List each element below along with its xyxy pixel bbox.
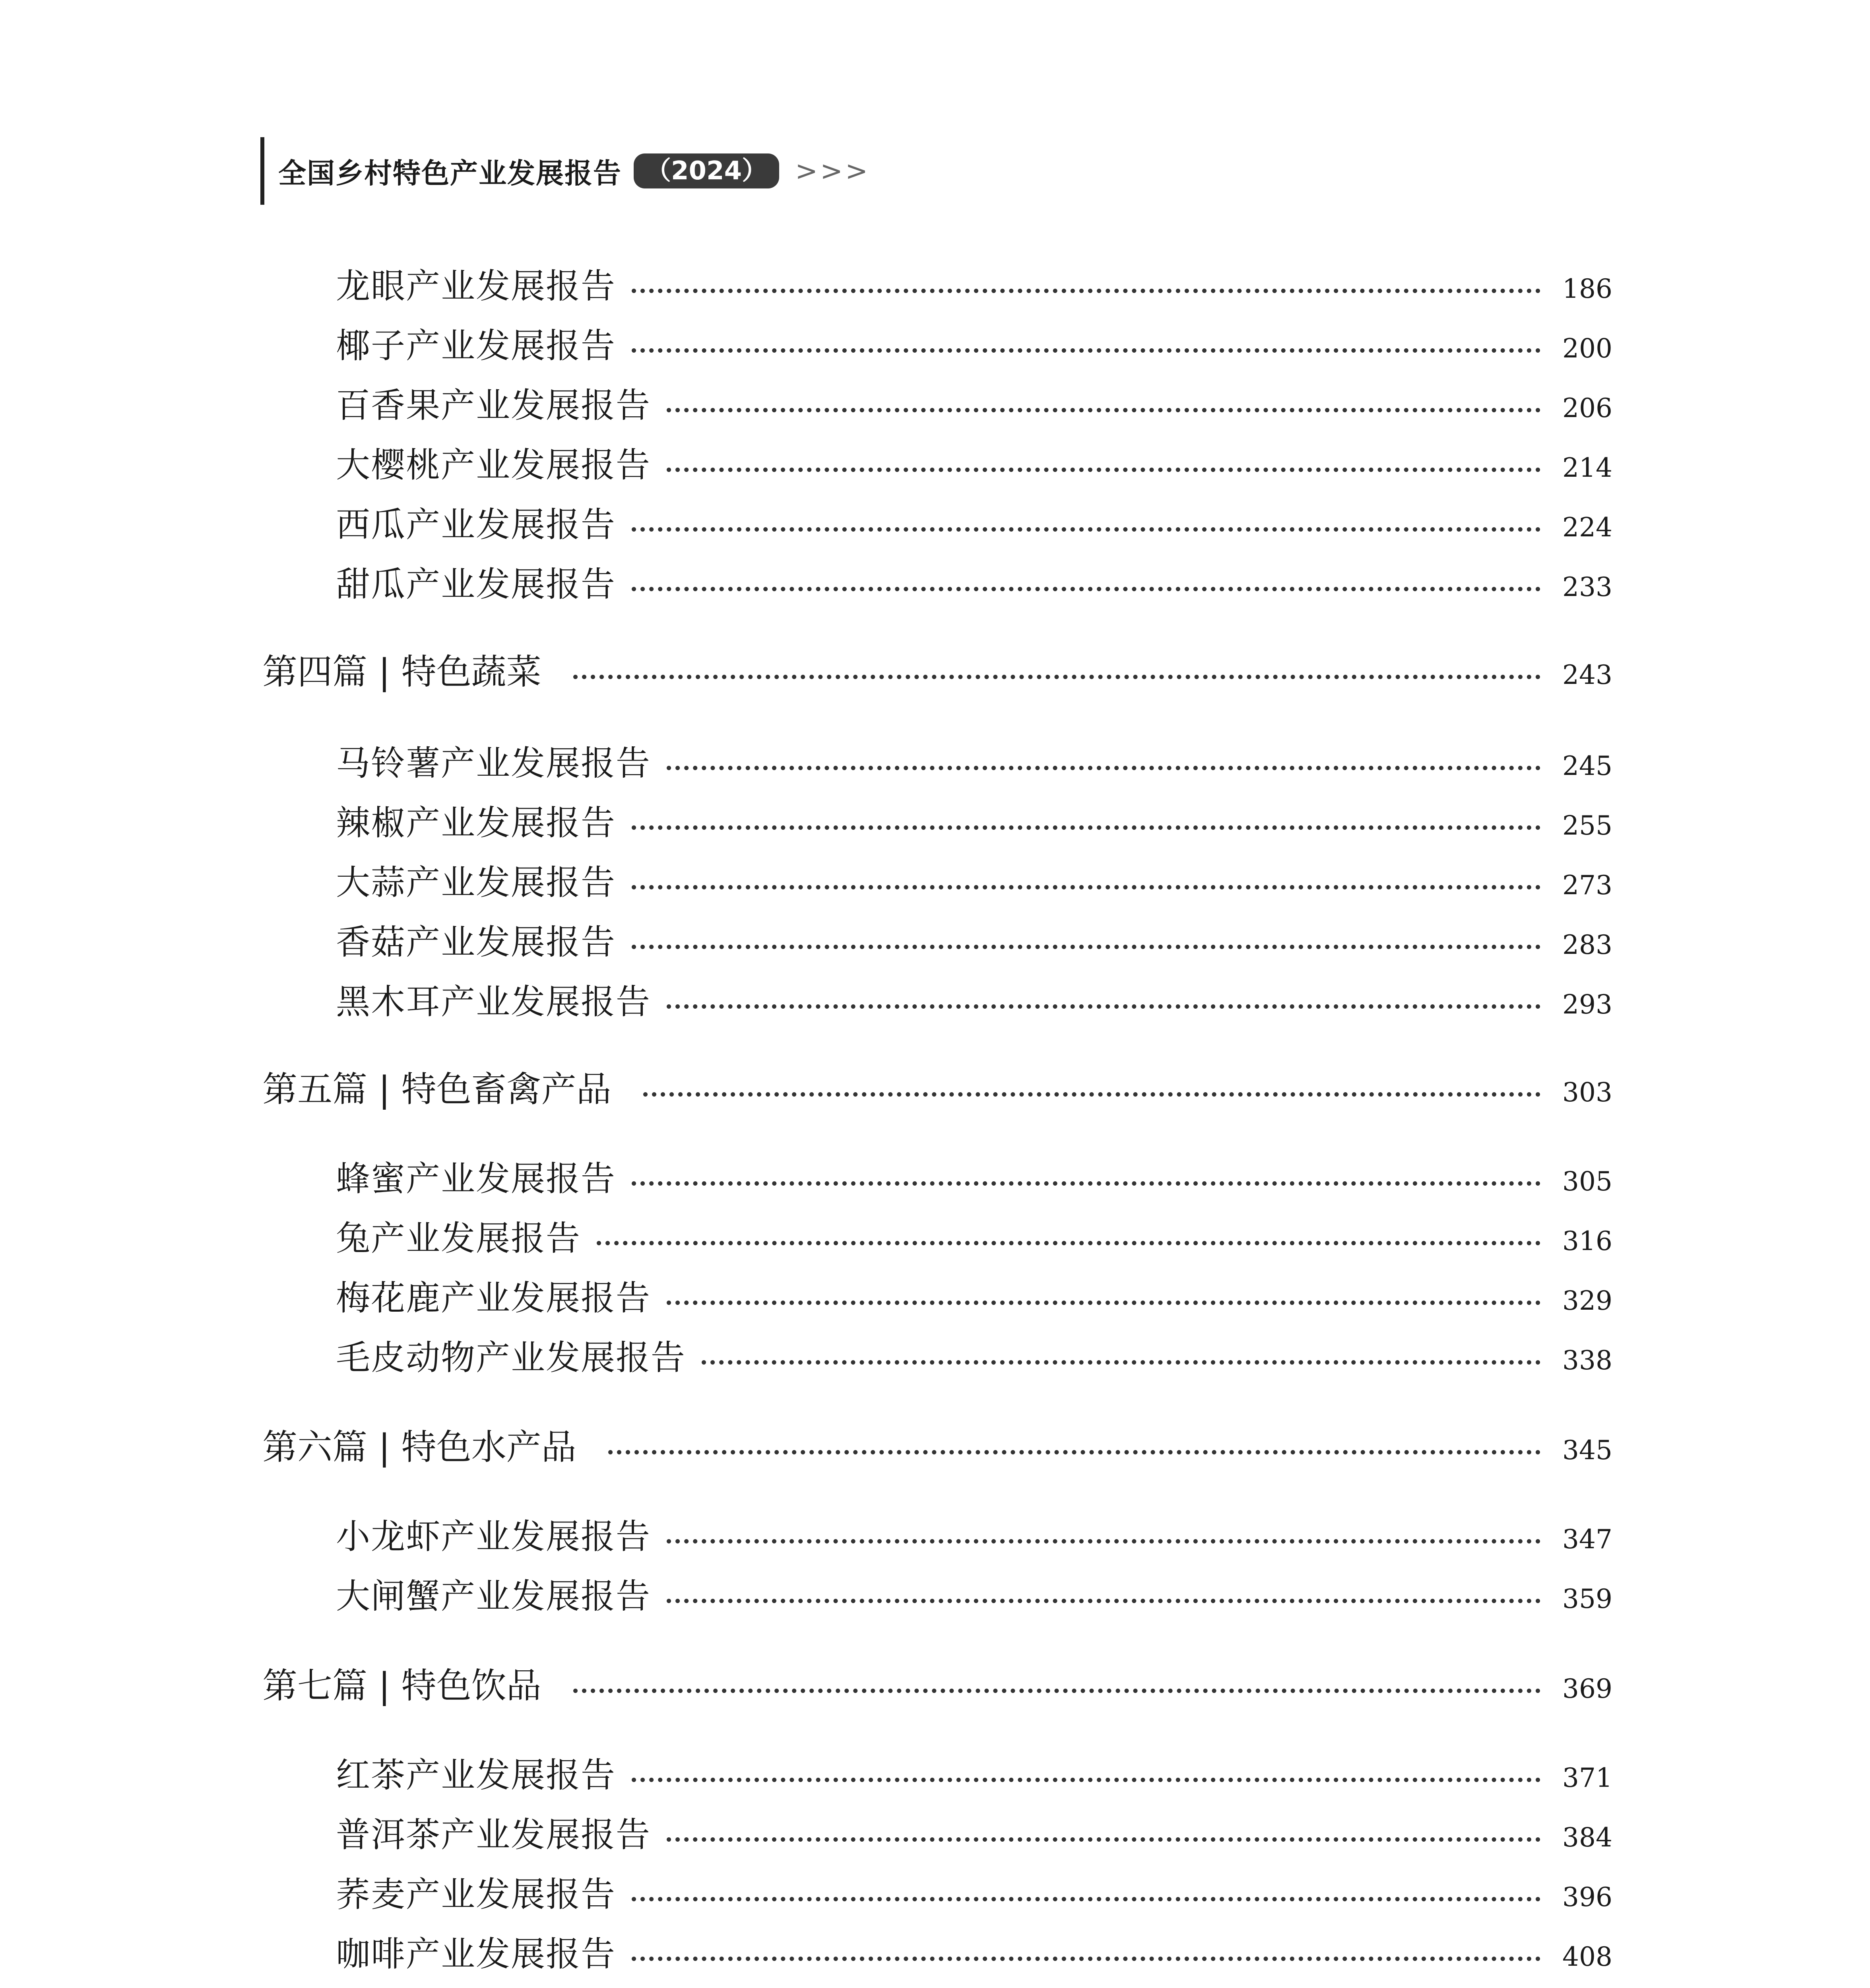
toc-entry[interactable] [0,1270,1610,1320]
dot-leader [667,1599,1540,1603]
toc-section-title: 第五篇 | 特色畜禽产品 [262,1069,611,1110]
toc-entry[interactable] [0,736,1610,785]
toc-entry-title: 椰子产业发展报告 [336,326,616,366]
toc-entry-page: 224 [1562,512,1612,543]
toc-entry-page: 359 [1562,1584,1612,1614]
toc-entry-page: 371 [1562,1763,1612,1793]
dot-leader [632,825,1540,830]
toc-entry-page: 396 [1562,1882,1612,1912]
dot-leader [643,1092,1540,1097]
toc-entry-title: 甜瓜产业发展报告 [336,565,616,604]
toc-section-page: 243 [1562,660,1612,690]
toc-entry-title: 马铃薯产业发展报告 [336,744,651,783]
toc-section-title: 第七篇 | 特色饮品 [262,1665,541,1706]
dot-leader [632,527,1540,532]
toc-section-title: 第四篇 | 特色蔬菜 [262,651,541,692]
year-badge: （2024） [634,153,779,188]
toc-entry-page: 329 [1562,1285,1612,1316]
toc-entry[interactable] [0,318,1610,367]
toc-entry[interactable] [0,1151,1610,1200]
toc-entry-title: 荞麦产业发展报告 [336,1875,616,1914]
toc-entry[interactable] [0,258,1610,308]
toc-entry[interactable] [0,795,1610,845]
dot-leader [667,766,1540,770]
toc-section-page: 303 [1562,1077,1612,1108]
toc-entry-title: 咖啡产业发展报告 [336,1934,616,1974]
toc-entry[interactable] [0,855,1610,904]
toc-section[interactable] [0,1658,1610,1708]
toc-section[interactable] [0,644,1610,694]
dot-leader [667,1539,1540,1543]
toc-entry-page: 186 [1562,274,1612,304]
dot-leader [667,1004,1540,1009]
toc-entry-page: 338 [1562,1345,1612,1376]
toc-entry-page: 245 [1562,751,1612,781]
toc-entry[interactable] [0,378,1610,427]
dot-leader [597,1241,1540,1245]
toc-entry-title: 普洱茶产业发展报告 [336,1815,651,1855]
toc-entry-page: 200 [1562,333,1612,364]
toc-entry[interactable] [0,1569,1610,1618]
toc-entry-title: 红茶产业发展报告 [336,1755,616,1795]
toc-entry-page: 214 [1562,452,1612,483]
book-title: 全国乡村特色产业发展报告 [278,157,622,190]
dot-leader [667,1837,1540,1842]
toc-entry-page: 347 [1562,1524,1612,1555]
toc-entry-title: 香菇产业发展报告 [336,922,616,962]
toc-entry-page: 283 [1562,930,1612,960]
toc-entry[interactable] [0,1867,1610,1916]
toc-entry[interactable] [0,1747,1610,1797]
toc-entry-page: 305 [1562,1166,1612,1197]
toc-entry[interactable] [0,497,1610,546]
toc-section[interactable] [0,1062,1610,1112]
toc-entry[interactable] [0,1211,1610,1260]
dot-leader [667,468,1540,472]
toc-entry[interactable] [0,1807,1610,1856]
running-header [260,137,870,205]
dot-leader [632,289,1540,293]
toc-entry-title: 毛皮动物产业发展报告 [336,1338,686,1378]
dot-leader [632,348,1540,353]
dot-leader [632,1957,1540,1961]
toc-entry[interactable] [0,437,1610,487]
toc-entry-title: 西瓜产业发展报告 [336,505,616,545]
toc-entry-page: 316 [1562,1226,1612,1256]
toc-entry-title: 大蒜产业发展报告 [336,863,616,903]
dot-leader [632,945,1540,949]
toc-entry[interactable] [0,1926,1610,1976]
dot-leader [667,1301,1540,1305]
toc-section-title: 第六篇 | 特色水产品 [262,1427,576,1468]
dot-leader [632,1897,1540,1901]
toc-entry-title: 百香果产业发展报告 [336,386,651,425]
toc-section-page: 345 [1562,1435,1612,1466]
toc-entry[interactable] [0,557,1610,606]
dot-leader [632,587,1540,591]
toc-entry-page: 273 [1562,870,1612,901]
toc-entry[interactable] [0,914,1610,964]
dot-leader [667,408,1540,412]
dot-leader [632,1778,1540,1782]
toc-entry-title: 梅花鹿产业发展报告 [336,1278,651,1318]
toc-entry-title: 大闸蟹产业发展报告 [336,1576,651,1616]
dot-leader [573,1689,1540,1693]
dot-leader [608,1450,1540,1454]
toc-entry-page: 233 [1562,572,1612,602]
toc-entry-page: 408 [1562,1941,1612,1972]
toc-entry-page: 293 [1562,989,1612,1020]
toc-entry-page: 255 [1562,810,1612,841]
toc-entry-page: 206 [1562,393,1612,423]
toc-entry-title: 大樱桃产业发展报告 [336,445,651,485]
toc-entry-title: 龙眼产业发展报告 [336,266,616,306]
chevrons-icon: >>> [795,155,871,187]
toc-entry-title: 小龙虾产业发展报告 [336,1517,651,1557]
toc-entry-title: 黑木耳产业发展报告 [336,982,651,1022]
toc-entry-title: 辣椒产业发展报告 [336,803,616,843]
toc-entry[interactable] [0,974,1610,1023]
toc-entry[interactable] [0,1509,1610,1558]
dot-leader [632,1181,1540,1186]
toc-entry[interactable] [0,1330,1610,1379]
dot-leader [702,1360,1540,1365]
toc-entry-title: 兔产业发展报告 [336,1219,581,1258]
toc-entry-page: 384 [1562,1822,1612,1853]
toc-section-page: 369 [1562,1673,1612,1704]
toc-entry-title: 蜂蜜产业发展报告 [336,1159,616,1199]
dot-leader [632,885,1540,889]
toc-section[interactable] [0,1419,1610,1470]
dot-leader [573,675,1540,679]
